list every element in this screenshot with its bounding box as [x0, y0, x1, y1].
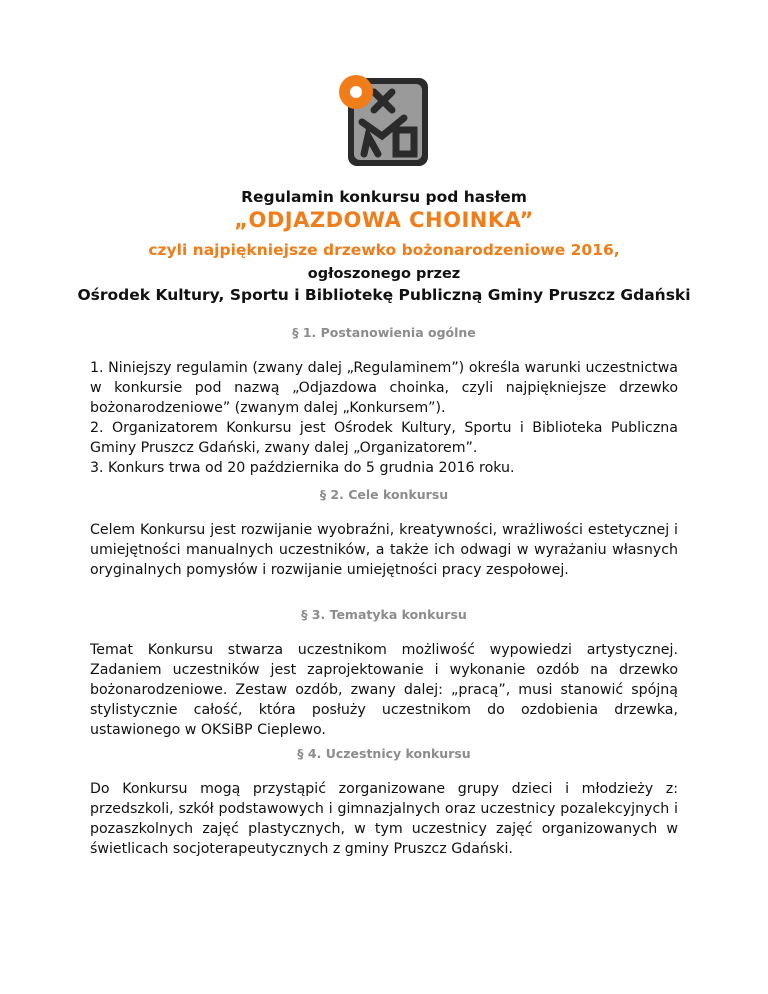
section-heading: § 1. Postanowienia ogólne: [292, 325, 476, 340]
paragraph: Celem Konkursu jest rozwijanie wyobraźni, kreatywności, wrażliwości estetycznej i umiejętności manualnych uczestników, a także ich odwagi w wyrażaniu własnych oryginalnych pomysłów i rozwijanie umiejętności pracy zespołowej.: [90, 522, 678, 578]
organizer-name: Ośrodek Kultury, Sportu i Bibliotekę Publiczną Gminy Pruszcz Gdański: [77, 286, 691, 304]
paragraph: Temat Konkursu stwarza uczestnikom możliwość wypowiedzi artystycznej. Zadaniem uczestników jest zaprojektowanie i wykonanie ozdób na drzewko bożonarodzeniowe. Zestaw ozdób, zwany dalej: „pracą”, musi stanowić spójną stylistycznie całość, która posłuży uczestnikom do ozdobienia drzewka, ustawionego w OKSiBP Cieplewo.: [90, 642, 678, 738]
section-body: [90, 520, 678, 580]
paragraph: 2. Organizatorem Konkursu jest Ośrodek Kultury, Sportu i Biblioteka Publiczna Gminy Pruszcz Gdański, zwany dalej „Organizatorem”.: [90, 420, 678, 456]
section-heading: § 4. Uczestnicy konkursu: [297, 746, 471, 761]
section-body: [90, 640, 678, 740]
section-body: [90, 358, 678, 478]
section-heading: § 2. Cele konkursu: [319, 487, 449, 502]
header-line-4: ogłoszonego przez: [307, 266, 461, 282]
document-title: „ODJAZDOWA CHOINKA”: [234, 208, 534, 232]
paragraph: 3. Konkurs trwa od 20 października do 5 grudnia 2016 roku.: [90, 460, 515, 476]
paragraph: 1. Niniejszy regulamin (zwany dalej „Regulaminem”) określa warunki uczestnictwa w konkursie pod nazwą „Odjazdowa choinka, czyli najpiękniejsze drzewko bożonarodzeniowe” (zwanym dalej „Konkursem”).: [90, 360, 678, 416]
document-subtitle: czyli najpiękniejsze drzewko bożonarodzeniowe 2016,: [148, 241, 620, 259]
header-line-1: Regulamin konkursu pod hasłem: [241, 188, 527, 206]
section-heading: § 3. Tematyka konkursu: [301, 607, 467, 622]
section-body: [90, 779, 678, 859]
institution-logo-icon: [334, 70, 434, 170]
paragraph: Do Konkursu mogą przystąpić zorganizowane grupy dzieci i młodzieży z: przedszkoli, szkół podstawowych i gimnazjalnych oraz uczestnicy pozalekcyjnych i pozaszkolnych zajęć plastycznych, w tym uczestnicy zajęć organizowanych w świetlicach socjoterapeutycznych z gminy Pruszcz Gdański.: [90, 781, 678, 857]
